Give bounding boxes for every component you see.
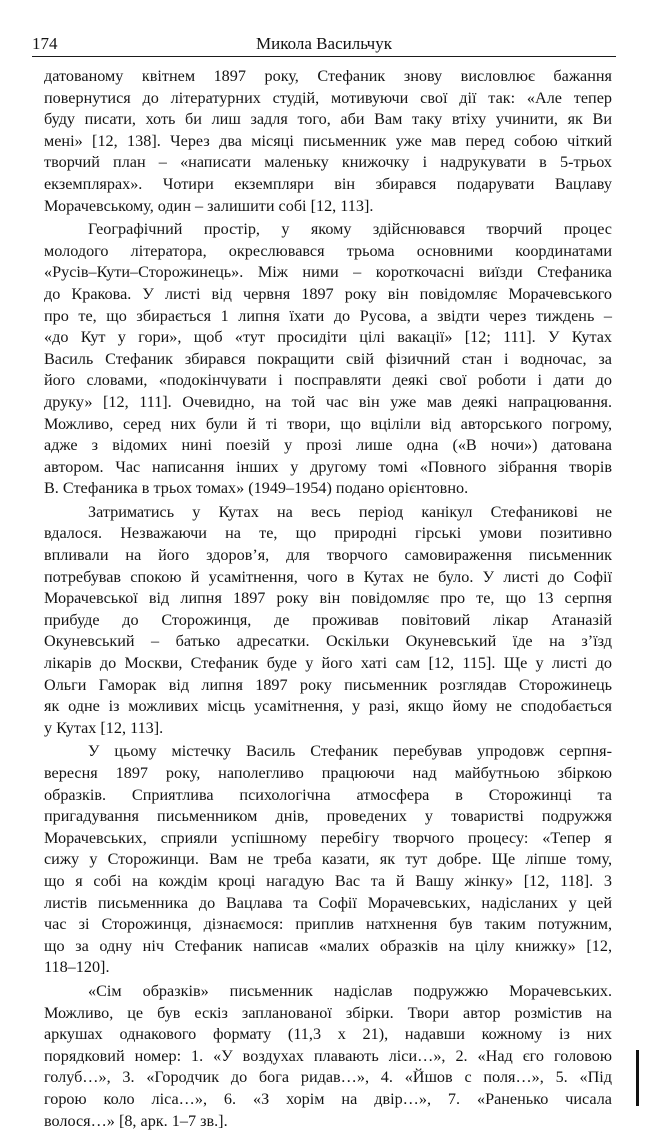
text-line: що за одну ніч Стефаник написав «малих образків на цілу книжку» [12, [44, 936, 612, 955]
text-line: друку» [12, 111]. Очевидно, на той час він уже мав деякі напрацювання. [44, 392, 612, 411]
text-line: горою коло ліса…», 6. «З хорім на двір…», 7. «Раненько чисала [44, 1089, 612, 1108]
text-line: буду писати, хоть би лиш задля того, аби Вам таку втіху учинити, як Ви [44, 110, 612, 129]
text-line: що я собі на кождім кроці нагадую Вас та й Вашу жінку» [12, 118]. 3 [44, 871, 612, 890]
text-line: Василь Стефаник збирався покращити свій фізичний стан і водночас, за [44, 349, 612, 368]
text-line: 118–120]. [44, 958, 110, 977]
text-line: у Кутах [12, 113]. [44, 718, 164, 737]
text-line: лікарів до Москви, Стефаник буде у його хаті сам [12, 115]. Ще у листі до [44, 654, 612, 673]
text-line: «Сім образків» письменник надіслав подружжю Морачевських. [88, 981, 612, 1000]
text-line: мені» [12, 138]. Через два місяці письменник уже мав перед собою чіткий [44, 131, 612, 150]
text-line: порядковий номер: 1. «У воздухах плавають ліси…», 2. «Над єго головою [44, 1046, 612, 1065]
text-line: Можливо, серед них були й ті твори, що вціліли від авторського погрому, [44, 414, 612, 433]
text-line: Можливо, це був ескіз запланованої збірки. Твори автор розмістив на [44, 1003, 612, 1022]
text-line: Ольги Гаморак від липня 1897 року письменник розглядав Сторожинець [44, 675, 612, 694]
paragraph [44, 219, 612, 500]
paragraph [44, 502, 612, 740]
text-line: час зі Сторожинця, дізнаємося: приплив натхнення був таким потужним, [44, 915, 612, 934]
text-line: В. Стефаника в трьох томах» (1949–1954) подано орієнтовно. [44, 479, 469, 498]
paragraph [44, 66, 612, 217]
text-line: як одне із можливих місць усамітнення, у разі, якщо йому не сподобається [44, 697, 612, 716]
text-line: датованому квітнем 1897 року, Стефаник знову висловлює бажання [44, 67, 612, 85]
text-line: пригадування письменником днів, проведених у товаристві подружжя [44, 807, 612, 826]
text-line: Окуневський – батько адресатки. Оскільки Окуневський їде на з’їзд [44, 632, 612, 651]
text-line: листів письменника до Вацлава та Софії Морачевських, надісланих у цей [44, 893, 612, 912]
text-line: до Кракова. У листі від червня 1897 року він повідомляє Морачевського [44, 284, 612, 303]
text-line: молодого літератора, окреслювався трьома основними координатами [44, 241, 612, 260]
page-header [32, 32, 616, 57]
body-text [44, 66, 612, 1134]
paragraph [44, 981, 612, 1132]
text-line: голуб…», 3. «Городчик до бога ридав…», 4. «Йшов с поля…», 5. «Під [44, 1068, 612, 1087]
text-line: Затриматись у Кутах на весь період канікул Стефаникові не [88, 502, 612, 521]
text-line: про те, що збирається 1 липня їхати до Русова, а звідти через тиждень – [44, 306, 612, 325]
text-line: У цьому містечку Василь Стефаник перебував упродовж серпня- [88, 742, 612, 761]
text-line: аркушах однакового формату (11,3 х 21), надавши кожному із них [44, 1025, 612, 1044]
page-number: 174 [32, 34, 58, 53]
text-line: потребував спокою й усамітнення, чого в Кутах не було. У листі до Софії [44, 567, 612, 586]
text-line: волося…» [8, арк. 1–7 зв.]. [44, 1111, 228, 1130]
text-line: Морачевському, один – залишити собі [12, 113]. [44, 196, 374, 215]
running-head-author: Микола Васильчук [256, 34, 392, 53]
text-line: Морачевської від липня 1897 року він повідомляє про те, що 13 серпня [44, 589, 612, 608]
text-line: «до Кут у гори», щоб «тут просидіти цілі вакації» [12; 111]. У Кутах [44, 328, 612, 347]
text-line: впливали на його здоров’я, для творчого самовираження письменник [44, 546, 612, 565]
text-line: вдалося. Незважаючи на те, що природні гірські умови позитивно [44, 524, 612, 543]
text-line: сижу у Сторожинци. Вам не треба казати, як тут добре. Ще ліпше тому, [44, 850, 612, 869]
text-line: «Русів–Кути–Сторожинець». Між ними – короткочасні виїзди Стефаника [44, 263, 612, 282]
margin-mark [636, 1050, 639, 1106]
text-line: адже з відомих нині поезій у прозі лише одна («В ночи») датована [44, 436, 612, 455]
text-line: творчий план – «написати маленьку книжочку і надрукувати в 5-трьох [44, 153, 612, 172]
text-line: повернутися до літературних студій, мотивуючи свої дії так: «Але тепер [44, 88, 612, 107]
text-line: вересня 1897 року, наполегливо працюючи над майбутньою збіркою [44, 764, 612, 782]
text-line: прибуде до Сторожинця, де проживав повітовий лікар Атаназій [44, 610, 612, 629]
paragraph [44, 741, 612, 979]
text-line: Географічний простір, у якому здійснювався творчий процес [88, 220, 612, 239]
text-line: автором. Час написання інших у другому томі «Повного зібрання творів [44, 457, 612, 476]
text-line: образків. Сприятлива психологічна атмосфера в Сторожинці та [44, 785, 612, 804]
text-line: екземплярах». Чотири екземпляри він збирався подарувати Вацлаву [44, 174, 612, 193]
text-line: Морачевських, сприяли успішному перебігу творчого процесу: «Тепер я [44, 828, 612, 847]
text-line: його словами, «подокінчувати і посправляти деякі свої роботи і дати до [44, 371, 612, 390]
